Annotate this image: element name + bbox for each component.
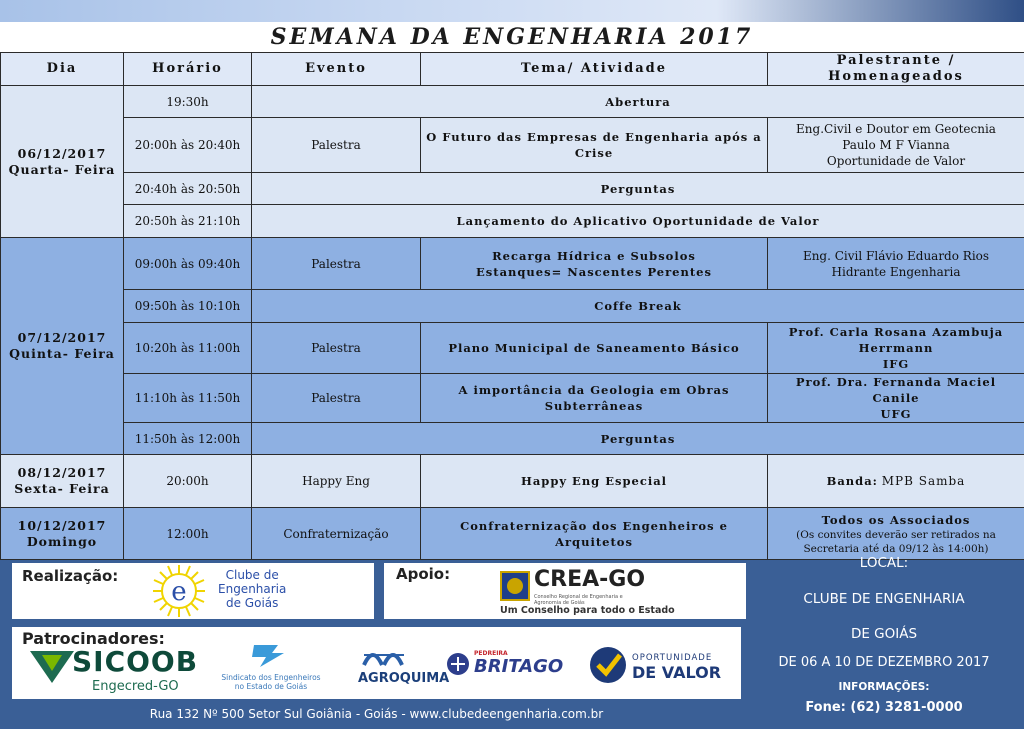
local-dates: DE 06 A 10 DE DEZEMBRO 2017 [778,655,990,670]
activity-cell: Abertura [252,86,1024,118]
patrocinadores-box [12,627,741,699]
day-cell [1,238,124,455]
speaker-line: Prof. Carla Rosana Azambuja Herrmann [788,325,1004,355]
speaker-note: (Os convites deverão ser retirados na Secretaria até da 09/12 às 14:00h) [796,528,996,555]
time-cell: 11:50h às 12:00h [124,423,252,455]
phone-text: Fone: (62) 3281-0000 [805,700,963,715]
day-date: 08/12/2017 [17,465,107,480]
time-cell: 09:50h às 10:10h [124,290,252,323]
speaker-line: Hidrante Engenharia [831,264,961,279]
event-cell: Happy Eng [252,455,421,508]
table-row [1,455,1024,508]
event-cell: Palestra [252,118,421,173]
table-row [1,238,1024,290]
agroquima-name: AGROQUIMA [358,671,450,686]
speaker-line: Eng. Civil Flávio Eduardo Rios [802,248,990,263]
table-row [1,290,1024,323]
sicoob-name: SICOOB [72,645,199,678]
table-row [1,423,1024,455]
svg-text:e: e [171,577,187,607]
table-row [1,173,1024,205]
sindicato-logo-icon [248,639,288,671]
crea-tagline: Um Conselho para todo o Estado [500,605,675,616]
oportunidade-logo-icon [588,645,628,685]
speaker-line: UFG [880,407,912,421]
local-line: DE GOIÁS [850,626,918,642]
speaker-cell [768,323,1024,374]
clube-logo-text [218,568,286,610]
day-cell [1,455,124,508]
clube-line: Engenharia [218,582,287,596]
sicoob-logo-icon [30,651,74,683]
theme-cell: O Futuro das Empresas de Engenharia após a Crise [421,118,768,173]
crea-seal-icon [500,571,530,601]
clube-line: Clube de [225,568,279,582]
info-label: INFORMAÇÕES: [838,681,930,693]
time-cell: 20:50h às 21:10h [124,205,252,238]
address-text: Rua 132 Nº 500 Setor Sul Goiânia - Goiás - www.clubedeengenharia.com.br [149,707,604,721]
title-bar [0,22,1024,52]
devalor-text: DE VALOR [632,663,722,682]
table-row [1,374,1024,423]
time-cell: 12:00h [124,508,252,560]
theme-cell: Confraternização dos Engenheiros e Arquitetos [421,508,768,560]
speaker-line: Todos os Associados [821,512,971,527]
speaker-line: Eng.Civil e Doutor em Geotecnia [796,122,996,136]
speaker-cell [768,238,1024,290]
time-cell: 19:30h [124,86,252,118]
table-row [1,86,1024,118]
sicoob-sub: Engecred-GO [92,679,179,694]
header-dia: Dia [1,53,124,86]
realizacao-label: Realização: [22,567,119,585]
time-cell: 20:40h às 20:50h [124,173,252,205]
time-cell: 11:10h às 11:50h [124,374,252,423]
apoio-label: Apoio: [396,565,451,583]
speaker-cell [768,374,1024,423]
theme-cell: Happy Eng Especial [421,455,768,508]
header-evento: Evento [252,53,421,86]
activity-cell: Perguntas [252,423,1024,455]
realizacao-box [12,563,374,619]
time-cell: 20:00h [124,455,252,508]
time-cell: 09:00h às 09:40h [124,238,252,290]
speaker-line: Oportunidade de Valor [826,154,966,168]
event-cell: Palestra [252,323,421,374]
event-cell: Palestra [252,374,421,423]
table-row [1,118,1024,173]
theme-cell: A importância da Geologia em Obras Subterrâneas [421,374,768,423]
local-line: CLUBE DE ENGENHARIA [803,591,965,607]
speaker-cell [768,118,1024,173]
clube-line: de Goiás [225,596,279,610]
time-cell: 20:00h às 20:40h [124,118,252,173]
schedule-table [0,52,1024,560]
page-title: SEMANA DA ENGENHARIA 2017 [270,24,754,50]
agroquima-logo-icon [362,643,406,669]
day-weekday: Domingo [26,533,98,549]
local-info [756,541,1012,729]
activity-cell: Lançamento do Aplicativo Oportunidade de Valor [252,205,1024,238]
sponsor-area [0,541,1024,729]
table-row [1,205,1024,238]
speaker-line: IFG [882,357,910,371]
local-label: LOCAL: [859,555,909,571]
patrocinadores-label: Patrocinadores: [22,629,165,648]
britago-small: PEDREIRA [474,650,508,657]
speaker-label: Banda: [826,474,878,488]
theme-cell: Plano Municipal de Saneamento Básico [421,323,768,374]
table-row [1,323,1024,374]
event-cell: Confraternização [252,508,421,560]
day-cell [1,86,124,238]
britago-name: BRITAGO [474,656,564,677]
apoio-box [384,563,746,619]
time-cell: 10:20h às 11:00h [124,323,252,374]
header-palestrante: Palestrante / Homenageados [768,53,1024,86]
day-weekday: Sexta- Feira [14,481,110,496]
theme-line: Estanques= Nascentes Perentes [476,264,712,279]
britago-logo-icon [446,652,470,676]
day-weekday: Quinta- Feira [9,346,115,361]
crea-name: CREA-GO [534,567,646,592]
speaker-cell [768,455,1024,508]
sindicato-text: Sindicato dos Engenheiros no Estado de Goiás [221,673,321,691]
oportunidade-text: OPORTUNIDADE [632,653,713,663]
activity-cell: Coffe Break [252,290,1024,323]
event-cell: Palestra [252,238,421,290]
clube-engenharia-logo-icon [150,564,208,618]
day-date: 07/12/2017 [17,330,107,345]
theme-line: Recarga Hídrica e Subsolos [492,248,696,263]
day-date: 10/12/2017 [17,517,107,533]
crea-subtitle: Conselho Regional de Engenharia e Agronomia de Goiás [534,594,623,606]
theme-cell [421,238,768,290]
day-weekday: Quarta- Feira [8,161,116,177]
header-tema: Tema/ Atividade [421,53,768,86]
speaker-value: MPB Samba [881,474,966,488]
table-header-row [1,53,1024,86]
speaker-line: Paulo M F Vianna [842,138,950,152]
day-date: 06/12/2017 [17,145,107,161]
activity-cell: Perguntas [252,173,1024,205]
speaker-line: Prof. Dra. Fernanda Maciel Canile [795,375,997,405]
header-horario: Horário [124,53,252,86]
